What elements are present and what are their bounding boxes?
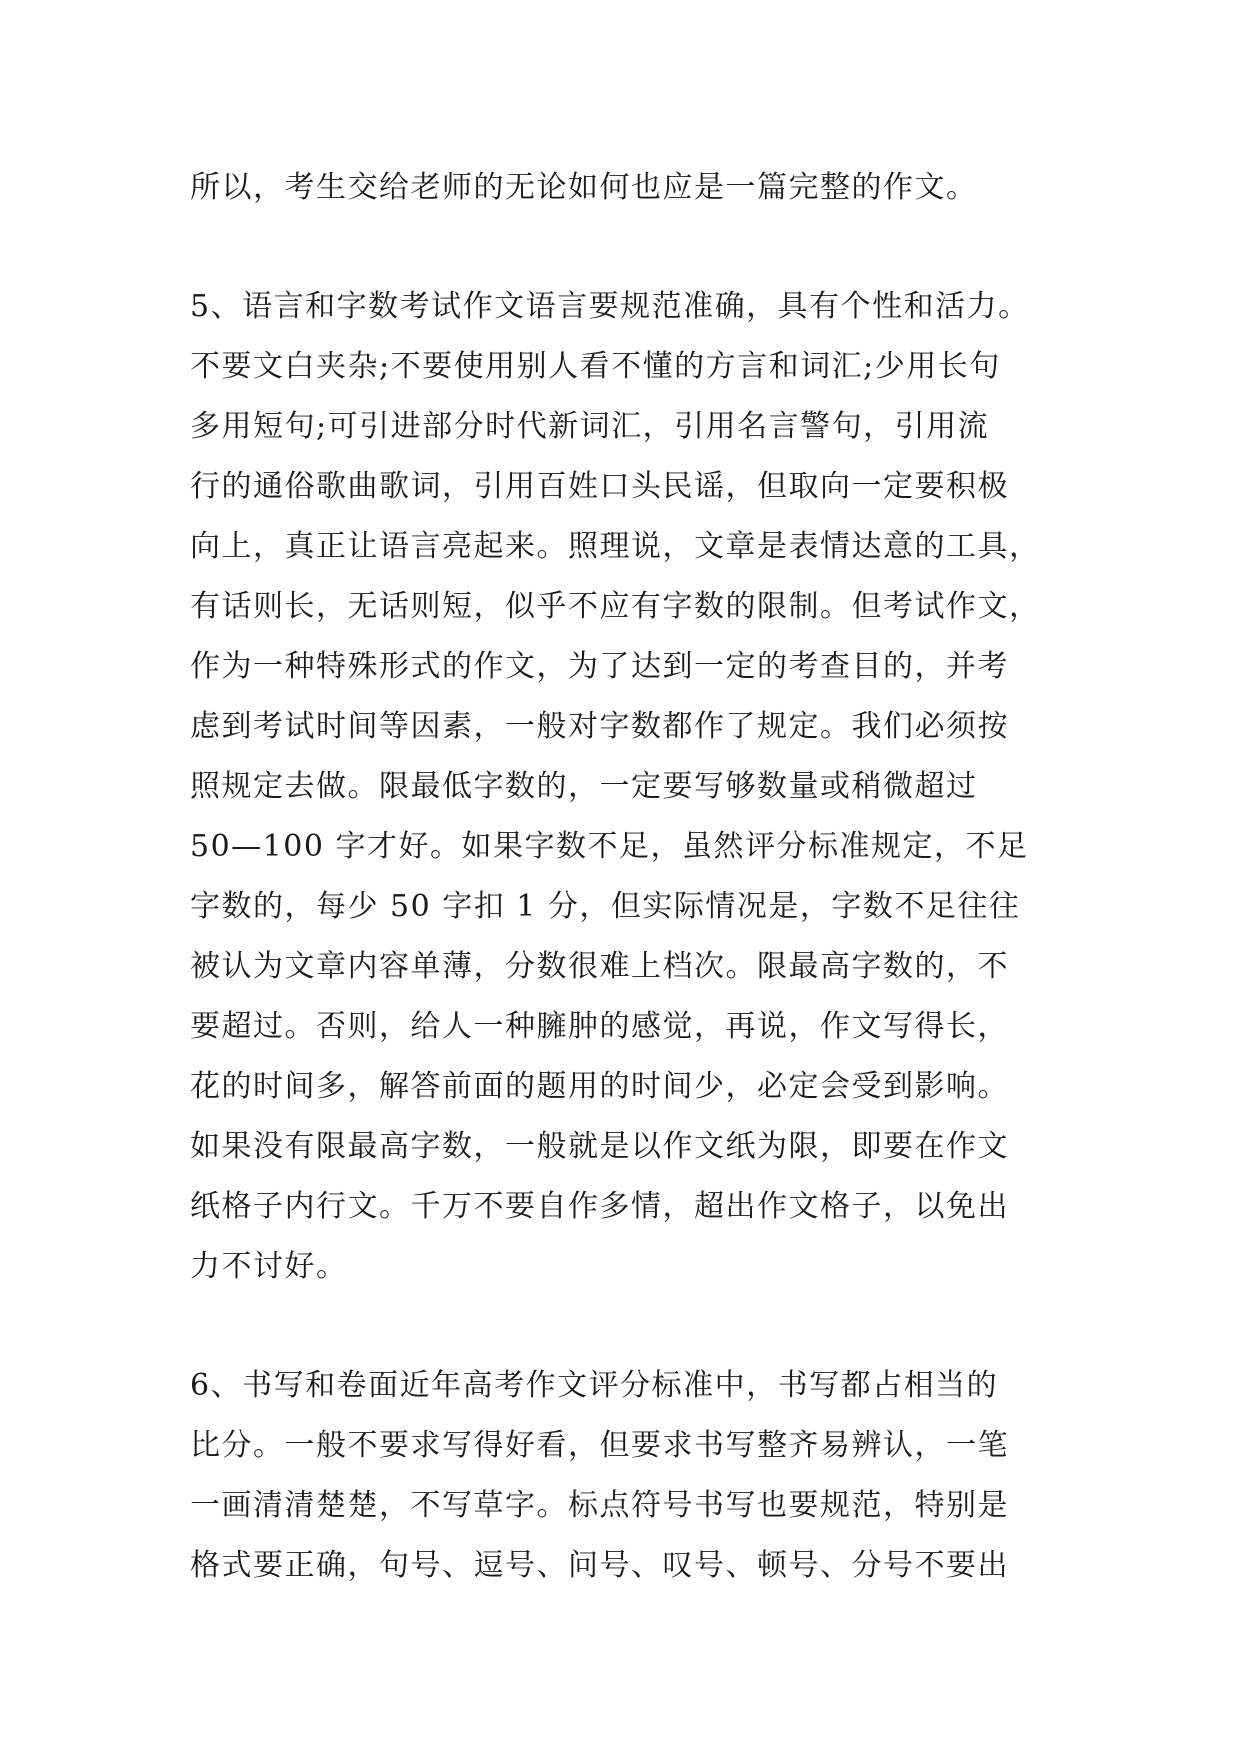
paragraph-1 — [190, 158, 1070, 218]
text-line: 格式要正确，句号、逗号、问号、叹号、顿号、分号不要出 — [190, 1548, 1009, 1583]
text-line: 字数的，每少 50 字扣 1 分，但实际情况是，字数不足往往 — [190, 889, 1021, 924]
text-line: 虑到考试时间等因素，一般对字数都作了规定。我们必须按 — [190, 709, 1009, 744]
text-line: 要超过。否则，给人一种臃肿的感觉，再说，作文写得长， — [190, 1009, 1009, 1044]
text-line: 花的时间多，解答前面的题用的时间少，必定会受到影响。 — [190, 1069, 1009, 1104]
text-line: 如果没有限最高字数，一般就是以作文纸为限，即要在作文 — [190, 1129, 1009, 1164]
text-line: 比分。一般不要求写得好看，但要求书写整齐易辨认，一笔 — [190, 1428, 1009, 1463]
text-line: 6、书写和卷面近年高考作文评分标准中，书写都占相当的 — [190, 1368, 999, 1403]
text-line: 照规定去做。限最低字数的，一定要写够数量或稍微超过 — [190, 769, 978, 804]
paragraph-3 — [190, 1356, 1070, 1596]
paragraph-2 — [190, 277, 1070, 1297]
text-line: 行的通俗歌曲歌词，引用百姓口头民谣，但取向一定要积极 — [190, 469, 1009, 504]
text-line: 力不讨好。 — [190, 1249, 348, 1284]
text-line: 不要文白夹杂;不要使用别人看不懂的方言和词汇;少用长句 — [190, 349, 1001, 384]
text-line: 纸格子内行文。千万不要自作多情，超出作文格子，以免出 — [190, 1189, 1009, 1224]
text-line: 有话则长，无话则短，似乎不应有字数的限制。但考试作文， — [190, 589, 1041, 624]
text-line: 向上，真正让语言亮起来。照理说，文章是表情达意的工具， — [190, 529, 1041, 564]
text-line: 作为一种特殊形式的作文，为了达到一定的考查目的，并考 — [190, 649, 1009, 684]
text-line: 多用短句;可引进部分时代新词汇，引用名言警句，引用流 — [190, 409, 990, 444]
text-line: 50—100 字才好。如果字数不足，虽然评分标准规定，不足 — [190, 829, 1029, 864]
text-line: 所以，考生交给老师的无论如何也应是一篇完整的作文。 — [190, 170, 978, 205]
text-line: 5、语言和字数考试作文语言要规范准确，具有个性和活力。 — [190, 289, 1030, 324]
text-line: 一画清清楚楚，不写草字。标点符号书写也要规范，特别是 — [190, 1488, 1009, 1523]
text-line: 被认为文章内容单薄，分数很难上档次。限最高字数的，不 — [190, 949, 1009, 984]
document-body — [190, 158, 1070, 1655]
